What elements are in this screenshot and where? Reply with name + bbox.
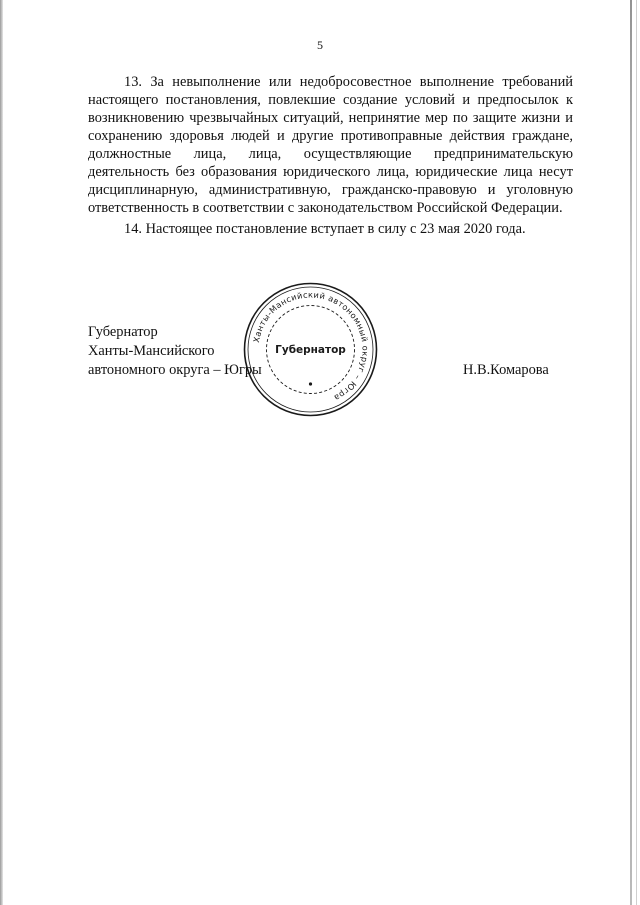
- scan-edge-right: [630, 0, 632, 905]
- official-seal: [242, 281, 379, 418]
- paragraph-13: 13. За невыполнение или недобросовестное выполнение требований настоящего постановления, повлекшие создание условий и предпосылок к возникновению чрезвычайных ситуаций, непринятие мер по защите жизни и сохранению здоровья людей и другие противоправные действия граждане, должностные лица, лица, осуществляющие предпринимательскую деятельность без образования юридического лица, юридические лица несут дисциплинарную, административную, гражданско-правовую и уголовную ответственность в соответствии с законодательством Российской Федерации.: [88, 74, 573, 216]
- page-number: 5: [317, 38, 323, 52]
- seal-icon: [242, 281, 379, 418]
- paragraph-14: 14. Настоящее постановление вступает в силу с 23 мая 2020 года.: [124, 221, 526, 237]
- signatory-name: Н.В.Комарова: [463, 362, 549, 378]
- document-body: [88, 73, 573, 238]
- seal-ring-text: Ханты-Мансийский автономный округ – Югра: [250, 289, 371, 404]
- signatory-title-line-1: Губернатор: [88, 324, 158, 340]
- signatory-title-line-2: Ханты-Мансийского: [88, 343, 215, 359]
- scan-edge-right-outer: [636, 0, 637, 905]
- signatory-title-line-3: автономного округа – Югры: [88, 362, 262, 378]
- scan-edge-left: [0, 0, 3, 905]
- signatory-title: [88, 323, 262, 380]
- seal-center-text: Губернатор: [275, 344, 346, 356]
